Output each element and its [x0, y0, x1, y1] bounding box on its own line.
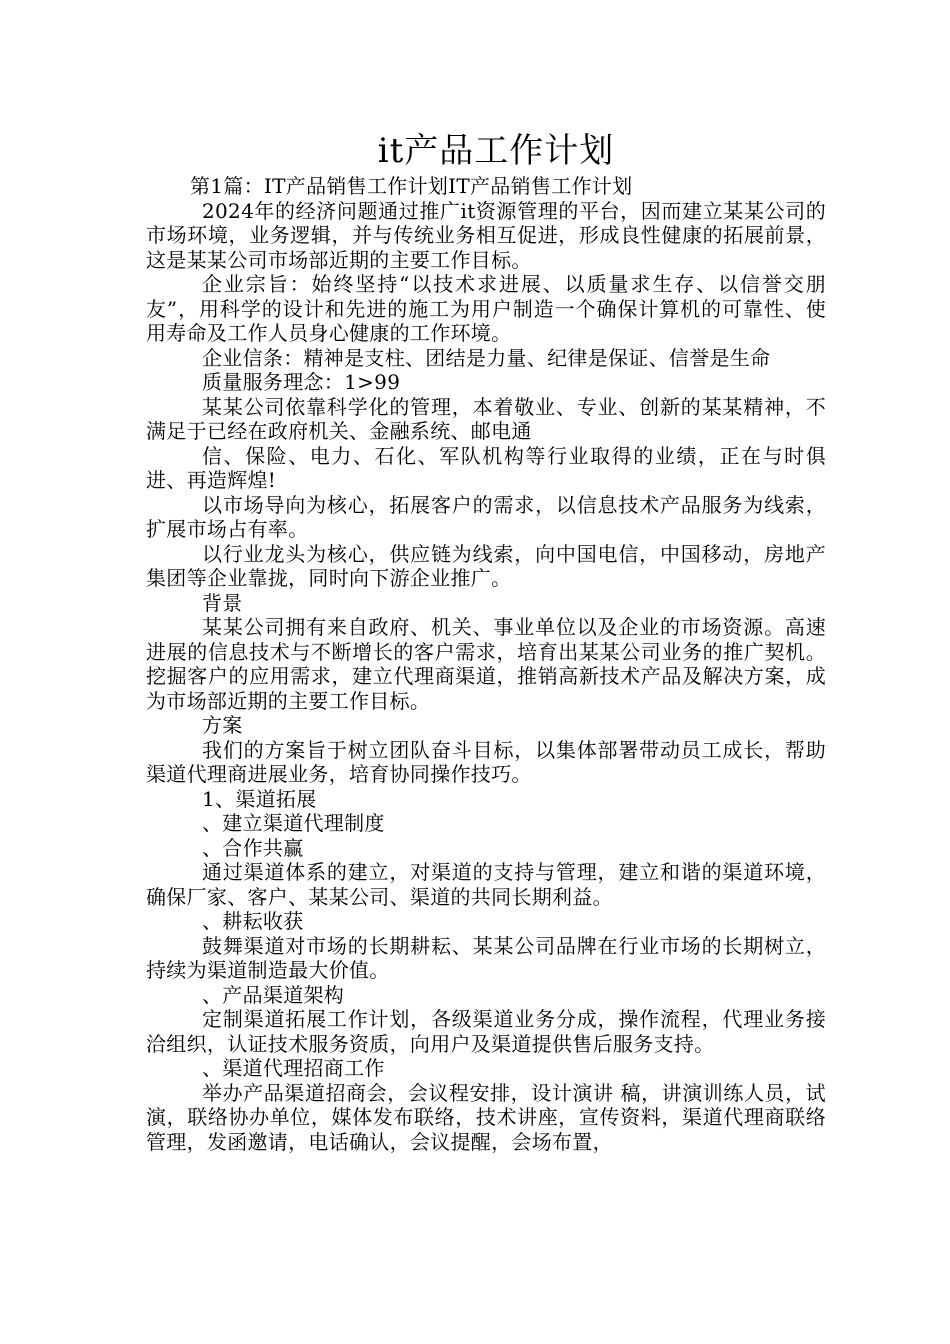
paragraph: 企业宗旨：始终坚持“以技术求进展、以质量求生存、以信誉交朋友”，用科学的设计和先进的施工为用户制造一个确保计算机的可靠性、使用寿命及工作人员身心健康的工作环境。: [146, 272, 826, 345]
subsection-heading: 、耕耘收获: [202, 909, 304, 933]
paragraph: 某某公司依靠科学化的管理，本着敬业、专业、创新的某某精神，不满足于已经在政府机关、金融系统、邮电通: [146, 394, 826, 443]
subsection-heading: 、建立渠道代理制度: [202, 811, 385, 835]
subsection-heading: 、渠道代理招商工作: [202, 1056, 385, 1080]
subsection-heading: 、产品渠道架构: [202, 982, 345, 1007]
paragraph: 信、保险、电力、石化、军队机构等行业取得的业绩，正在与时俱进、再造辉煌!: [146, 443, 826, 492]
paragraph: 以行业龙头为核心，供应链为线索，向中国电信，中国移动，房地产集团等企业靠拢，同时向下游企业推广。: [146, 541, 826, 590]
paragraph: 某某公司拥有来自政府、机关、事业单位以及企业的市场资源。高速进展的信息技术与不断增长的客户需求，培育出某某公司业务的推广契机。挖掘客户的应用需求，建立代理商渠道，推销高新技术产品及解决方案，成为市场部近期的主要工作目标。: [146, 615, 826, 713]
subsection-heading: 、合作共赢: [202, 835, 304, 860]
section-heading: 方案: [202, 713, 243, 737]
paragraph: 定制渠道拓展工作计划，各级渠道业务分成，操作流程，代理业务接洽组织，认证技术服务资质，向用户及渠道提供售后服务支持。: [146, 1007, 826, 1056]
section-heading: 背景: [202, 590, 243, 615]
paragraph: 企业信条：精神是支柱、团结是力量、纪律是保证、信誉是生命: [202, 345, 771, 370]
paragraph-chapter-heading: 第1篇：IT产品销售工作计划IT产品销售工作计划: [190, 174, 633, 198]
paragraph: 2024年的经济问题通过推广it资源管理的平台，因而建立某某公司的市场环境，业务逻辑，并与传统业务相互促进，形成良性健康的拓展前景，这是某某公司市场部近期的主要工作目标。: [146, 198, 826, 272]
section-heading: 1、渠道拓展: [202, 786, 317, 811]
paragraph: 以市场导向为核心，拓展客户的需求，以信息技术产品服务为线索，扩展市场占有率。: [146, 492, 826, 541]
paragraph: 举办产品渠道招商会，会议程安排，设计演讲 稿，讲演训练人员，试演，联络协办单位，媒体发布联络，技术讲座，宣传资料，渠道代理商联络管理，发函邀请，电话确认，会议提醒，会场布置，: [146, 1080, 826, 1154]
paragraph: 我们的方案旨于树立团队奋斗目标，以集体部署带动员工成长，帮助渠道代理商进展业务，培育协同操作技巧。: [146, 737, 826, 786]
paragraph: 鼓舞渠道对市场的长期耕耘、某某公司品牌在行业市场的长期树立，持续为渠道制造最大价值。: [146, 933, 826, 982]
paragraph: 质量服务理念：1>99: [202, 370, 401, 394]
document-title: it产品工作计划: [377, 131, 615, 171]
paragraph: 通过渠道体系的建立，对渠道的支持与管理，建立和谐的渠道环境，确保厂家、客户、某某公司、渠道的共同长期利益。: [146, 860, 826, 909]
document-page: [146, 128, 826, 1154]
